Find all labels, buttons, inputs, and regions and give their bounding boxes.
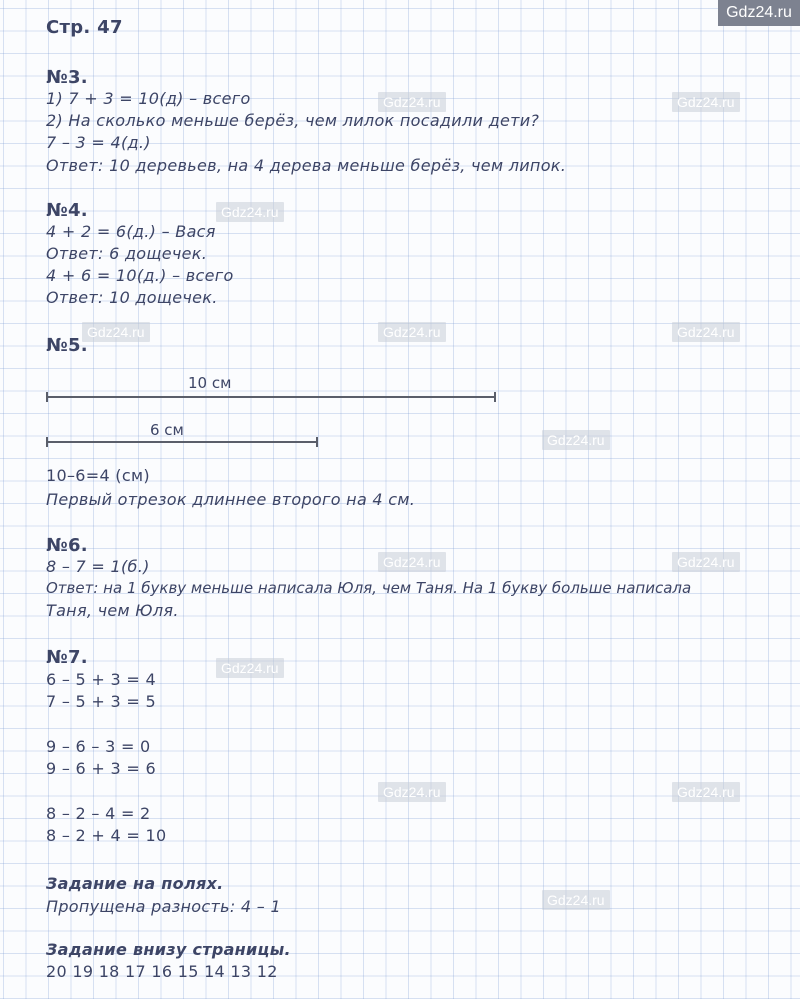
- watermark: Gdz24.ru: [542, 890, 610, 910]
- watermark: Gdz24.ru: [378, 92, 446, 112]
- watermark: Gdz24.ru: [216, 658, 284, 678]
- page-header: Стр. 47: [46, 17, 123, 38]
- task-5-title: №5.: [46, 335, 88, 356]
- task-3-line: 2) На сколько меньше берёз, чем лилок посадили дети?: [46, 111, 540, 130]
- watermark: Gdz24.ru: [542, 430, 610, 450]
- segment-1: [47, 396, 495, 398]
- task-4-line: 4 + 6 = 10(д.) – всего: [46, 266, 234, 285]
- segment-2-start-tick: [46, 437, 48, 447]
- task-3-title: №3.: [46, 67, 88, 88]
- task-5-answer: Первый отрезок длиннее второго на 4 см.: [46, 490, 416, 509]
- segment-2-label: 6 см: [150, 421, 184, 439]
- watermark: Gdz24.ru: [672, 92, 740, 112]
- task-4-answer: Ответ: 6 дощечек.: [46, 244, 208, 263]
- watermark: Gdz24.ru: [216, 202, 284, 222]
- watermark: Gdz24.ru: [672, 552, 740, 572]
- task-5-line: 10–6=4 (см): [46, 466, 150, 485]
- task-4-answer: Ответ: 10 дощечек.: [46, 288, 218, 307]
- segment-2: [47, 441, 317, 443]
- bottom-task-title: Задание внизу страницы.: [46, 940, 291, 959]
- watermark: Gdz24.ru: [672, 782, 740, 802]
- margin-task-title: Задание на полях.: [46, 874, 224, 893]
- task-6-answer: Ответ: на 1 букву меньше написала Юля, чем Таня. На 1 букву больше написала: [46, 579, 692, 597]
- task-7-title: №7.: [46, 647, 88, 668]
- margin-task-answer: Пропущена разность: 4 – 1: [46, 897, 281, 916]
- task-4-line: 4 + 2 = 6(д.) – Вася: [46, 222, 216, 241]
- task-3-line: 7 – 3 = 4(д.): [46, 133, 151, 152]
- task-7-equation: 6 – 5 + 3 = 4: [46, 670, 156, 689]
- task-6-title: №6.: [46, 535, 88, 556]
- task-6-line: 8 – 7 = 1(б.): [46, 557, 150, 576]
- watermark: Gdz24.ru: [378, 322, 446, 342]
- task-7-equation: 7 – 5 + 3 = 5: [46, 692, 156, 711]
- segment-1-label: 10 см: [188, 374, 232, 392]
- task-6-answer-cont: Таня, чем Юля.: [46, 601, 179, 620]
- task-7-equation: 9 – 6 – 3 = 0: [46, 737, 151, 756]
- task-7-equation: 9 – 6 + 3 = 6: [46, 759, 156, 778]
- segment-1-end-tick: [494, 392, 496, 402]
- task-3-answer: Ответ: 10 деревьев, на 4 дерева меньше берёз, чем липок.: [46, 156, 567, 175]
- task-7-equation: 8 – 2 + 4 = 10: [46, 826, 167, 845]
- watermark: Gdz24.ru: [672, 322, 740, 342]
- task-7-equation: 8 – 2 – 4 = 2: [46, 804, 151, 823]
- segment-1-start-tick: [46, 392, 48, 402]
- site-tag: Gdz24.ru: [718, 0, 800, 26]
- watermark: Gdz24.ru: [82, 322, 150, 342]
- watermark: Gdz24.ru: [378, 552, 446, 572]
- segment-2-end-tick: [316, 437, 318, 447]
- task-3-line: 1) 7 + 3 = 10(д) – всего: [46, 89, 251, 108]
- bottom-task-answer: 20 19 18 17 16 15 14 13 12: [46, 962, 278, 981]
- task-4-title: №4.: [46, 200, 88, 221]
- watermark: Gdz24.ru: [378, 782, 446, 802]
